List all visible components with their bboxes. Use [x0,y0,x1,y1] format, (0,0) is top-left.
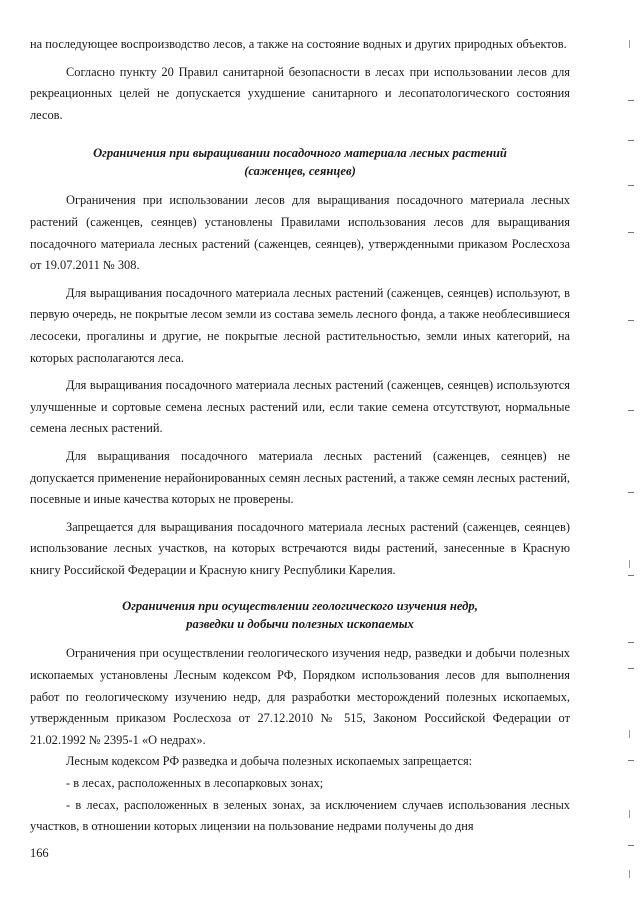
paragraph: на последующее воспроизводство лесов, а также на состояние водных и других природных объектов. [30,37,567,51]
paragraph: Ограничения при осуществлении геологического изучения недр, разведки и добычи полезных ископаемых установлены Лесным кодексом РФ, Порядком использования лесов для выполнения работ по геологическому изучению недр, для разработки месторождений полезных ископаемых, утвержденным приказом Рослесхоза от 27.12.2010 № 515, Законом Российской Федерации от 21.02.1992 № 2395-1 «О недрах». [30,646,570,747]
list-item: - в лесах, расположенных в зеленых зонах, за исключением случаев использования лесных участков, в отношении которых лицензии на пользование недрами получены до дня [30,797,570,834]
section-heading [30,144,570,180]
binding-edge-marks [622,0,636,905]
heading-line: разведки и добычи полезных ископаемых [186,617,414,632]
heading-line: Ограничения при выращивании посадочного материала лесных растений [93,146,507,161]
section-heading [30,597,570,633]
heading-line: Ограничения при осуществлении геологического изучения недр, [122,599,478,614]
heading-line: (саженцев, сеянцев) [244,164,356,179]
document-body [30,34,570,838]
page-number: 166 [30,846,49,860]
paragraph: Запрещается для выращивания посадочного материала лесных растений (саженцев, сеянцев) использование лесных участков, на которых встречаются виды растений, занесенные в Красную книгу Российской Федерации и Красную книгу Республики Карелия. [30,519,570,577]
list-item: - в лесах, расположенных в лесопарковых зонах; [66,776,324,791]
paragraph: Лесным кодексом РФ разведка и добыча полезных ископаемых запрещается: [66,754,473,769]
paragraph: Ограничения при использовании лесов для выращивания посадочного материала лесных растений (саженцев, сеянцев) установлены Правилами использования лесов для выращивания посадочного материала лесных растений (саженцев, сеянцев), утвержденными приказом Рослесхоза от 19.07.2011 № 308. [30,193,570,273]
paragraph: Для выращивания посадочного материала лесных растений (саженцев, сеянцев) используют, в первую очередь, не покрытые лесом земли из состава земель лесного фонда, а также необлесившиеся лесосеки, прогалины и другие, не покрытые лесной растительностью, земли иных категорий, на которых располагаются леса. [30,285,570,365]
paragraph: Для выращивания посадочного материала лесных растений (саженцев, сеянцев) не допускается применение нерайонированных семян лесных растений, а также семян лесных растений, посевные и иные качества которых не проверены. [30,448,570,507]
paragraph: Для выращивания посадочного материала лесных растений (саженцев, сеянцев) используются улучшенные и сортовые семена лесных растений или, если такие семена отсутствуют, нормальные семена лесных растений. [30,378,570,436]
paragraph: Согласно пункту 20 Правил санитарной безопасности в лесах при использовании лесов для рекреационных целей не допускается ухудшение санитарного и лесопатологического состояния лесов. [30,64,570,122]
